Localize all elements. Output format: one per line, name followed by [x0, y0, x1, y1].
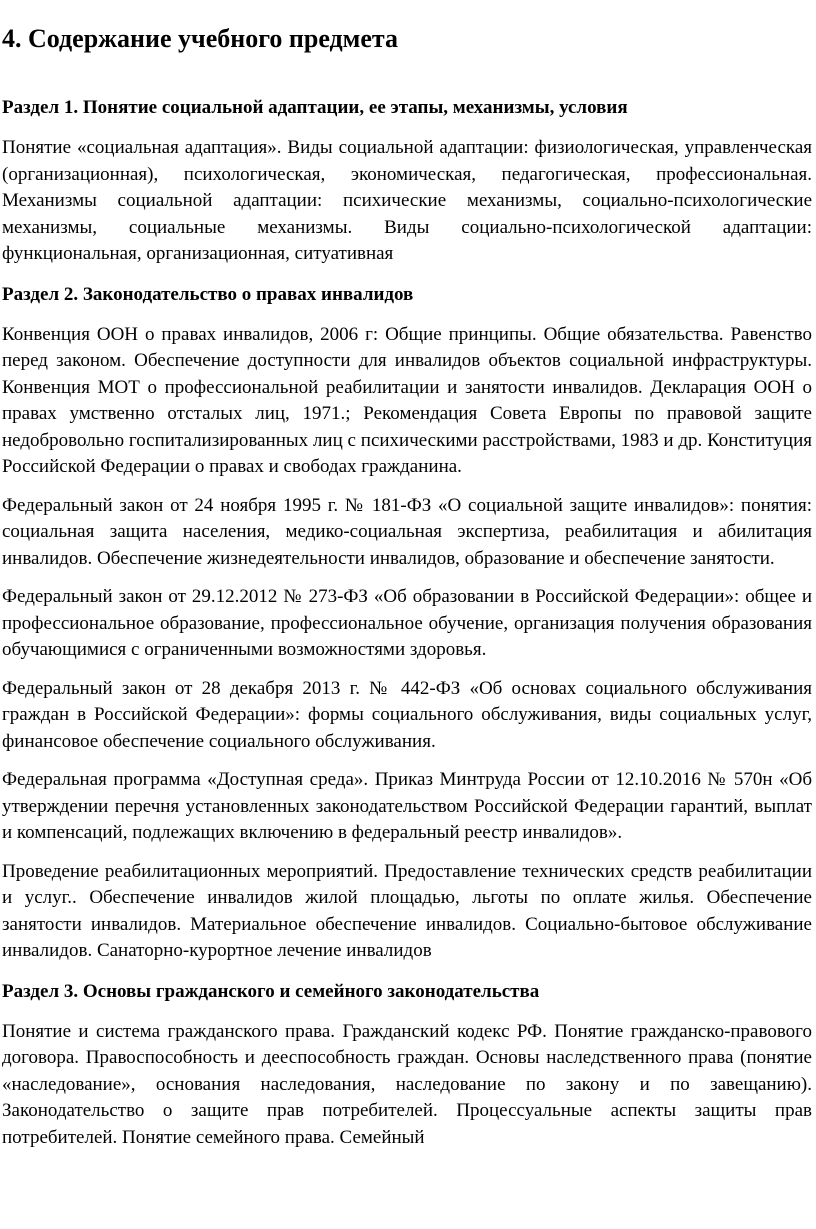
- section-1: [2, 95, 812, 268]
- paragraph: Понятие «социальная адаптация». Виды социальной адаптации: физиологическая, управленческая (организационная), психологическая, экономическая, педагогическая, профессиональная. Механизмы социальной адаптации: психические механизмы, социально-психологические механизмы, социальные механизмы. Виды социально-психологической адаптации: функциональная, организационная, ситуативная: [2, 137, 812, 264]
- paragraph: Федеральная программа «Доступная среда». Приказ Минтруда России от 12.10.2016 № 570н «Об утверждении перечня установленных законодательством Российской Федерации гарантий, выплат и компенсаций, подлежащих включению в федеральный реестр инвалидов».: [2, 769, 812, 843]
- section-heading: Раздел 3. Основы гражданского и семейного законодательства: [2, 980, 540, 1002]
- paragraph: Понятие и система гражданского права. Гражданский кодекс РФ. Понятие гражданско-правового договора. Правоспособность и дееспособность граждан. Основы наследственного права (понятие «наследование», основания наследования, наследование по закону и по завещанию). Законодательство о защите прав потребителей. Процессуальные аспекты защиты прав потребителей. Понятие семейного права. Семейный: [2, 1020, 812, 1148]
- document-title: 4. Содержание учебного предмета: [2, 24, 399, 53]
- paragraph: Федеральный закон от 28 декабря 2013 г. № 442-ФЗ «Об основах социального обслуживания граждан в Российской Федерации»: формы социального обслуживания, виды социальных услуг, финансовое обеспечение социального обслуживания.: [2, 677, 812, 752]
- section-2: [2, 282, 812, 965]
- document-body: [2, 95, 812, 1163]
- section-3: [2, 979, 812, 1152]
- paragraph: Федеральный закон от 29.12.2012 № 273-ФЗ «Об образовании в Российской Федерации»: общее и профессиональное образование, профессиональное обучение, организация получения образования обучающимися с ограниченными возможностями здоровья.: [2, 586, 812, 660]
- paragraph: Конвенция ООН о правах инвалидов, 2006 г: Общие принципы. Общие обязательства. Равенство перед законом. Обеспечение доступности для инвалидов объектов социальной инфраструктуры. Конвенция МОТ о профессиональной реабилитации и занятости инвалидов. Декларация ООН о правах умственно отсталых лиц, 1971.; Рекомендация Совета Европы по правовой защите недобровольно госпитализированных лиц с психическими расстройствами, 1983 и др. Конституция Российской Федерации о правах и свободах гражданина.: [2, 323, 812, 477]
- paragraph: Проведение реабилитационных мероприятий. Предоставление технических средств реабилитации и услуг.. Обеспечение инвалидов жилой площадью, льготы по оплате жилья. Обеспечение занятости инвалидов. Материальное обеспечение инвалидов. Социально-бытовое обслуживание инвалидов. Санаторно-курортное лечение инвалидов: [2, 860, 812, 961]
- section-heading: Раздел 2. Законодательство о правах инвалидов: [2, 283, 414, 305]
- paragraph: Федеральный закон от 24 ноября 1995 г. № 181-ФЗ «О социальной защите инвалидов»: понятия: социальная защита населения, медико-социальная экспертиза, реабилитация и абилитация инвалидов. Обеспечение жизнедеятельности инвалидов, образование и обеспечение занятости.: [2, 494, 812, 569]
- section-heading: Раздел 1. Понятие социальной адаптации, ее этапы, механизмы, условия: [2, 97, 628, 118]
